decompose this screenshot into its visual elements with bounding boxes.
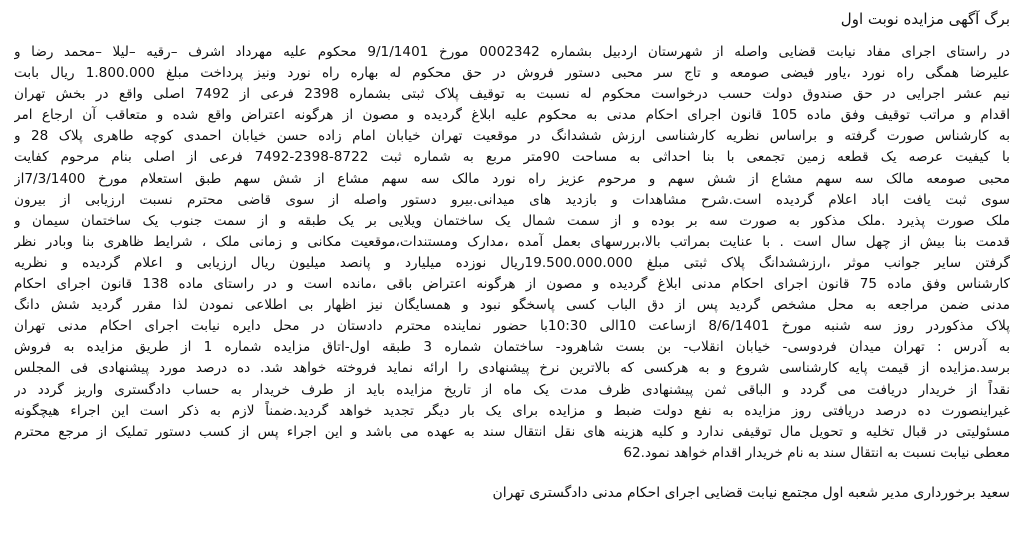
notice-body-line: غیراینصورت ده درصد دریافتی روز مزایده به نفع دولت ضبط و مزایده برای یک بار دیگر تجدید خواهد گردید.ضمناً لازم به ذکر است این اجراء هیچگونه: [14, 402, 1010, 419]
notice-body-line: سوی ثبت یافت اباد اعلام گردیده است.شرح مشاهدات و بازدید های میدانی.بیرو دستور واصله از سوی قاضی محترم نسبت ارزیابی از بیرون: [14, 191, 1010, 208]
notice-body-line: نیم عشر اجرایی در حق صندوق دولت حسب درخواست محکوم له نسبت به توقیف پلاک ثبتی بشماره 2398 فرعی از 7492 اصلی واقع در بخش تهران: [14, 86, 1010, 103]
notice-body-line: کارشناس وفق ماده 75 قانون اجرای احکام مدنی ابلاغ گردیده و مصون از هرگونه اعتراض باقی ،مانده است و در راستای ماده 138 قانون اجرای احکام: [14, 276, 1010, 293]
notice-body-line: نقداً از خریدار دریافت می گردد و الباقی ثمن پیشنهادی ظرف مدت یک ماه از تاریخ مزایده باید از طرف خریدار به حساب دادگستری واریز گردد در: [14, 381, 1010, 398]
notice-title: برگ آگهی مزایده نوبت اول: [840, 10, 1010, 28]
notice-body-line: ملک صورت پذیرد .ملک مذکور به صورت سه بر بوده و از سمت شمال یک ساختمان ویلایی بر یک طبقه و از سمت جنوب یک ساختمان سیمان و: [14, 212, 1010, 229]
notice-body: [14, 42, 1010, 464]
notice-signature: سعید برخورداری مدیر شعبه اول مجتمع نیابت قضایی اجرای احکام مدنی دادگستری تهران: [492, 484, 1010, 501]
notice-body-line: معطی نیابت نسبت به انتقال سند به نام خریدار اقدام خواهد نمود.62: [623, 444, 1010, 461]
notice-body-line: محبی صومعه مالک سه سهم مشاع از شش سهم و مرحوم عزیز راه نورد مالک سه سهم مشاع از شش سهم طبق استعلام مورخ 7/3/1400از: [14, 170, 1010, 187]
notice-body-line: پلاک مذکوردر روز سه شنبه مورخ 8/6/1401 ازساعت 10الی 10:30با حضور نماینده محترم دادستان در محل دایره نیابت اجرای احکام مدنی تهران: [14, 318, 1010, 335]
notice-body-line: مدنی ضمن مراجعه به محل مشخص گردید پس از دق الباب کسی پاسخگو نبود و همسایگان نیز اظهار بی اطلاعی نمودن لذا مقرر گردید شش دانگ: [14, 297, 1010, 314]
notice-body-line: به کارشناس صورت گرفته و براساس نظریه کارشناسی ارزش ششدانگ در موقعیت تهران خیابان امام زاده حسن خیابان احمدی کوچه طاهری پلاک 28 و: [14, 128, 1010, 145]
notice-body-line: با کیفیت عرصه یک قطعه زمین تجمعی با بنا احداثی به مساحت 90متر مربع به شماره ثبت 8722-2398-7492 فرعی از اصلی بنام مرحوم کفایت: [14, 149, 1010, 166]
notice-body-line: گرفتن سایر جوانب موثر ،ارزششدانگ پلاک ثبتی مبلغ 19.500.000.000ریال نوزده میلیارد و پانصد میلیون ریال ارزیابی و اعلام گردیده و نظریه: [14, 254, 1010, 271]
notice-body-line: در راستای اجرای مفاد نیابت قضایی واصله از شهرستان اردبیل بشماره 0002342 مورخ 9/1/1401 محکوم علیه مهرداد اشرف –رقیه –لیلا –محمد رضا و: [14, 44, 1010, 60]
notice-body-line: برسد.مزایده از قیمت پایه کارشناسی شروع و به هرکسی که بالاترین نرخ پیشنهادی را ارائه نماید فروخته خواهد شد. ده درصد مورد پیشنهادی فی المجلس: [14, 360, 1010, 377]
notice-body-line: اقدام و مراتب توقیف وفق ماده 105 قانون اجرای احکام مدنی به محکوم علیه ابلاغ گردیده و مصون از هرگونه اعتراض واقع شده و متعاقب آن ارجاع امر: [14, 107, 1010, 124]
notice-body-line: علیرضا همگی راه نورد ،یاور فیضی صومعه و تاج سر محبی دستور فروش در حق محکوم له بهاره راه نورد ونیز پرداخت مبلغ 1.800.000 ریال بابت: [14, 65, 1010, 82]
notice-body-line: قدمت بنا بیش از چهل سال است . با عنایت بمراتب بالا،بررسهای بعمل آمده ،مدارک ومستندات،موقعیت مکانی و زمانی ملک ، شرایط ظاهری بنا وبادر نظر: [14, 233, 1010, 250]
notice-body-line: مسئولیتی در قبال تخلیه و تحویل مال توقیفی ندارد و کلیه هزینه های نقل انتقال سند به عهده می باشد و این اجراء پس از کسب دستور تملیک از مرجع محترم: [14, 423, 1010, 440]
notice-body-line: به آدرس : تهران میدان فردوسی- خیابان انقلاب- بن بست شاهرود- ساختمان شماره 3 طبقه اول-اتاق مزایده شماره 1 از طریق مزایده به فروش: [14, 339, 1010, 356]
